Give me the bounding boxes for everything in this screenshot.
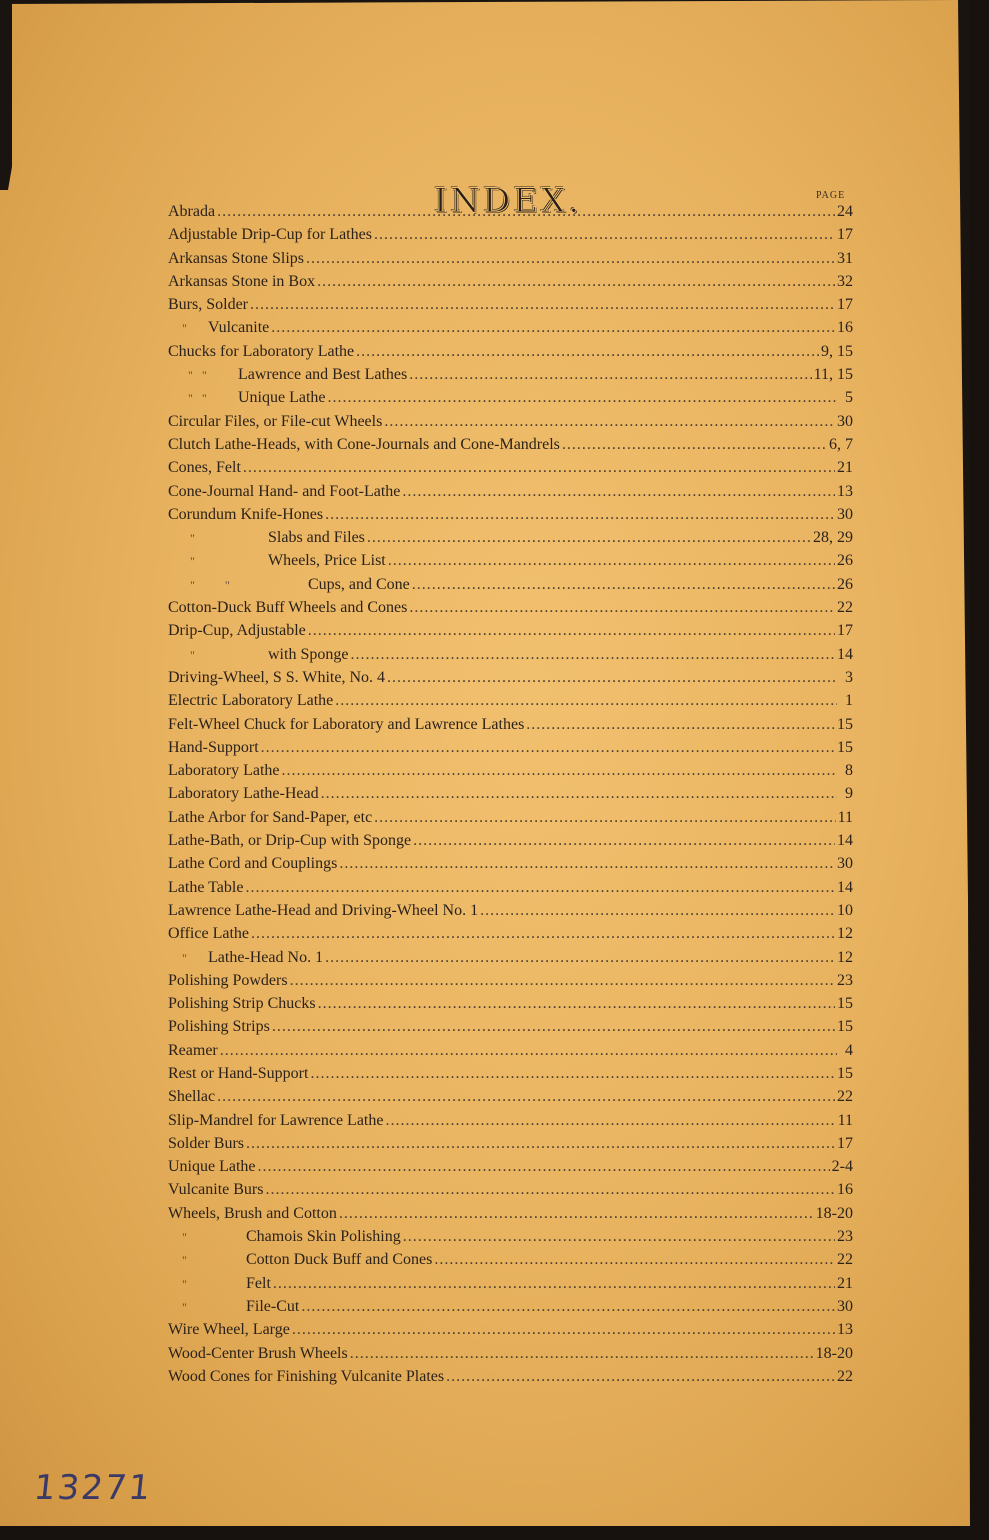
index-entry: [168, 879, 853, 902]
entry-page-number: 18-20: [815, 1344, 853, 1362]
dot-leader: [310, 1065, 835, 1083]
entry-label: Felt-Wheel Chuck for Laboratory and Lawrence Lathes: [168, 715, 525, 733]
index-entry: [168, 785, 853, 808]
entry-label: Wheels, Price List: [268, 552, 386, 570]
dot-leader: [339, 855, 835, 873]
entry-page-number: 22: [837, 599, 853, 617]
entry-label: Unique Lathe: [238, 389, 326, 407]
dot-leader: [292, 1321, 835, 1339]
entry-label: Slip-Mandrel for Lawrence Lathe: [168, 1111, 384, 1129]
entry-label: Office Lathe: [168, 925, 249, 943]
dot-leader: [220, 1042, 837, 1060]
entry-page-number: 30: [837, 855, 853, 873]
index-entry: [168, 459, 853, 482]
index-entry: [168, 599, 853, 622]
entry-page-number: 9, 15: [821, 342, 853, 360]
entry-indent: [168, 576, 308, 594]
index-entry: [168, 1368, 853, 1391]
entry-indent: [168, 529, 268, 547]
index-entry: [168, 1345, 853, 1368]
dot-leader: [385, 1112, 835, 1130]
ditto-mark: ": [190, 531, 195, 546]
index-list: [168, 203, 853, 1391]
index-entry: [168, 1181, 853, 1204]
entry-label: Adjustable Drip-Cup for Lathes: [168, 226, 372, 244]
dot-leader: [301, 1298, 835, 1316]
entry-indent: [168, 1228, 246, 1246]
index-entry: [168, 739, 853, 762]
entry-page-number: 28, 29: [813, 529, 853, 547]
index-entry: [168, 669, 853, 692]
entry-label: Hand-Support: [168, 738, 259, 756]
entry-page-number: 1: [845, 692, 853, 710]
entry-label: Arkansas Stone Slips: [168, 249, 304, 267]
entry-indent: [168, 366, 238, 384]
entry-label: Lathe Cord and Couplings: [168, 855, 338, 873]
ditto-mark: ": [190, 554, 195, 569]
index-entry: [168, 366, 853, 389]
entry-label: Lawrence Lathe-Head and Driving-Wheel No. 1: [168, 901, 479, 919]
entry-page-number: 26: [837, 575, 853, 593]
dot-leader: [335, 692, 837, 710]
index-entry: [168, 1158, 853, 1181]
index-entry: [168, 1298, 853, 1321]
entry-page-number: 22: [837, 1251, 853, 1269]
index-entry: [168, 692, 853, 715]
entry-indent: [168, 552, 268, 570]
page-column-label: PAGE: [816, 190, 846, 201]
dot-leader: [374, 809, 835, 827]
entry-label: Felt: [246, 1274, 271, 1292]
entry-label: Lathe Arbor for Sand-Paper, etc: [168, 808, 373, 826]
entry-page-number: 30: [837, 1297, 853, 1315]
dot-leader: [328, 389, 837, 407]
dot-leader: [271, 319, 835, 337]
index-entry: [168, 646, 853, 669]
entry-page-number: 26: [837, 552, 853, 570]
ditto-mark: " ": [188, 391, 207, 406]
entry-label: Polishing Powders: [168, 971, 288, 989]
index-entry: [168, 319, 853, 342]
index-entry: [168, 389, 853, 412]
entry-page-number: 3: [845, 668, 853, 686]
index-entry: [168, 925, 853, 948]
index-entry: [168, 1251, 853, 1274]
index-entry: [168, 1275, 853, 1298]
entry-page-number: 2-4: [831, 1158, 853, 1176]
entry-indent: [168, 1275, 246, 1293]
dot-leader: [367, 529, 811, 547]
dot-leader: [350, 646, 835, 664]
entry-page-number: 15: [837, 1018, 853, 1036]
ditto-mark: ": [182, 321, 187, 336]
dot-leader: [273, 1275, 835, 1293]
entry-indent: [168, 949, 208, 967]
dot-leader: [325, 949, 835, 967]
entry-page-number: 12: [837, 948, 853, 966]
dot-leader: [402, 483, 835, 501]
entry-page-number: 13: [837, 482, 853, 500]
entry-label: Lawrence and Best Lathes: [238, 366, 408, 384]
entry-page-number: 16: [837, 1181, 853, 1199]
dot-leader: [217, 1088, 835, 1106]
index-entry: [168, 203, 853, 226]
index-entry: [168, 226, 853, 249]
dot-leader: [261, 739, 835, 757]
index-entry: [168, 576, 853, 599]
index-entry: [168, 413, 853, 436]
ditto-mark: ": [182, 1230, 187, 1245]
index-entry: [168, 483, 853, 506]
dot-leader: [384, 413, 835, 431]
entry-label: Cotton Duck Buff and Cones: [246, 1251, 433, 1269]
dot-leader: [251, 925, 835, 943]
dot-leader: [409, 599, 835, 617]
ditto-mark: ": [190, 647, 195, 662]
index-entry: [168, 273, 853, 296]
dot-leader: [446, 1368, 835, 1386]
entry-page-number: 15: [837, 715, 853, 733]
entry-page-number: 12: [837, 925, 853, 943]
entry-page-number: 6, 7: [829, 435, 853, 453]
entry-label: Cups, and Cone: [308, 575, 410, 593]
entry-page-number: 23: [837, 971, 853, 989]
entry-page-number: 32: [837, 272, 853, 290]
index-entry: [168, 296, 853, 319]
entry-label: Chucks for Laboratory Lathe: [168, 342, 355, 360]
entry-label: Polishing Strip Chucks: [168, 995, 316, 1013]
scan-border-bottom: [0, 1526, 989, 1540]
dot-leader: [217, 203, 835, 221]
index-entry: [168, 949, 853, 972]
entry-page-number: 22: [837, 1088, 853, 1106]
entry-page-number: 11: [837, 808, 853, 826]
ditto-mark: ": [182, 950, 187, 965]
dot-leader: [318, 995, 835, 1013]
entry-page-number: 17: [837, 296, 853, 314]
index-entry: [168, 716, 853, 739]
entry-page-number: 16: [837, 319, 853, 337]
entry-label: Shellac: [168, 1088, 216, 1106]
dot-leader: [413, 832, 835, 850]
dot-leader: [387, 669, 837, 687]
entry-label: Clutch Lathe-Heads, with Cone-Journals and Cone-Mandrels: [168, 435, 560, 453]
index-entry: [168, 995, 853, 1018]
index-entry: [168, 1205, 853, 1228]
dot-leader: [282, 762, 838, 780]
dot-leader: [325, 506, 835, 524]
ditto-mark: " ": [188, 368, 207, 383]
index-entry: [168, 1065, 853, 1088]
entry-page-number: 11: [837, 1111, 853, 1129]
entry-page-number: 13: [837, 1321, 853, 1339]
entry-label: Drip-Cup, Adjustable: [168, 622, 306, 640]
dot-leader: [265, 1181, 835, 1199]
entry-page-number: 4: [845, 1041, 853, 1059]
entry-page-number: 22: [837, 1367, 853, 1385]
index-entry: [168, 972, 853, 995]
index-entry: [168, 902, 853, 925]
dot-leader: [374, 226, 835, 244]
entry-label: Wire Wheel, Large: [168, 1321, 290, 1339]
entry-page-number: 21: [837, 1274, 853, 1292]
entry-page-number: 14: [837, 878, 853, 896]
dot-leader: [339, 1205, 814, 1223]
index-entry: [168, 250, 853, 273]
entry-indent: [168, 389, 238, 407]
dot-leader: [403, 1228, 835, 1246]
dot-leader: [350, 1345, 814, 1363]
entry-page-number: 30: [837, 412, 853, 430]
entry-label: Cotton-Duck Buff Wheels and Cones: [168, 599, 408, 617]
index-entry: [168, 552, 853, 575]
entry-label: Lathe-Bath, or Drip-Cup with Sponge: [168, 832, 412, 850]
entry-label: Burs, Solder: [168, 296, 248, 314]
index-entry: [168, 529, 853, 552]
entry-label: Laboratory Lathe: [168, 762, 280, 780]
entry-label: Rest or Hand-Support: [168, 1064, 309, 1082]
index-entry: [168, 436, 853, 459]
dot-leader: [250, 296, 835, 314]
index-entry: [168, 1321, 853, 1344]
handwritten-number: 13271: [31, 1468, 155, 1508]
index-entry: [168, 1042, 853, 1065]
dot-leader: [290, 972, 835, 990]
entry-page-number: 17: [837, 226, 853, 244]
entry-label: Cone-Journal Hand- and Foot-Lathe: [168, 482, 401, 500]
dot-leader: [306, 250, 835, 268]
entry-label: Lathe Table: [168, 878, 244, 896]
entry-label: Corundum Knife-Hones: [168, 505, 324, 523]
entry-indent: [168, 1298, 246, 1316]
index-entry: [168, 832, 853, 855]
index-entry: [168, 343, 853, 366]
entry-label: Electric Laboratory Lathe: [168, 692, 334, 710]
entry-label: Reamer: [168, 1041, 218, 1059]
entry-label: File-Cut: [246, 1297, 300, 1315]
entry-label: Wood-Center Brush Wheels: [168, 1344, 348, 1362]
entry-label: Driving-Wheel, S S. White, No. 4: [168, 668, 386, 686]
index-entry: [168, 1112, 853, 1135]
scan-border-right: [970, 0, 989, 1540]
index-entry: [168, 1135, 853, 1158]
entry-label: Wood Cones for Finishing Vulcanite Plates: [168, 1367, 445, 1385]
dot-leader: [243, 459, 835, 477]
entry-indent: [168, 319, 208, 337]
entry-page-number: 30: [837, 505, 853, 523]
entry-label: Vulcanite: [208, 319, 270, 337]
entry-label: Wheels, Brush and Cotton: [168, 1204, 337, 1222]
entry-label: Cones, Felt: [168, 459, 241, 477]
ditto-mark: ": [182, 1299, 187, 1314]
entry-page-number: 9: [845, 785, 853, 803]
dot-leader: [409, 366, 811, 384]
entry-page-number: 21: [837, 459, 853, 477]
index-entry: [168, 622, 853, 645]
entry-label: Laboratory Lathe-Head: [168, 785, 319, 803]
entry-page-number: 5: [845, 389, 853, 407]
entry-label: Circular Files, or File-cut Wheels: [168, 412, 383, 430]
dot-leader: [526, 716, 835, 734]
entry-page-number: 15: [837, 738, 853, 756]
entry-label: Polishing Strips: [168, 1018, 270, 1036]
entry-page-number: 15: [837, 995, 853, 1013]
entry-page-number: 17: [837, 622, 853, 640]
index-entry: [168, 809, 853, 832]
entry-label: Arkansas Stone in Box: [168, 272, 316, 290]
ditto-mark: ": [182, 1276, 187, 1291]
dot-leader: [258, 1158, 830, 1176]
entry-label: with Sponge: [268, 645, 349, 663]
dot-leader: [356, 343, 819, 361]
entry-label: Vulcanite Burs: [168, 1181, 264, 1199]
entry-page-number: 23: [837, 1228, 853, 1246]
entry-label: Lathe-Head No. 1: [208, 948, 324, 966]
entry-page-number: 11, 15: [813, 366, 853, 384]
entry-page-number: 10: [837, 901, 853, 919]
dot-leader: [434, 1251, 835, 1269]
index-entry: [168, 506, 853, 529]
entry-page-number: 24: [837, 203, 853, 220]
index-entry: [168, 855, 853, 878]
entry-page-number: 15: [837, 1064, 853, 1082]
index-entry: [168, 762, 853, 785]
index-entry: [168, 1228, 853, 1251]
entry-label: Chamois Skin Polishing: [246, 1228, 401, 1246]
entry-label: Abrada: [168, 203, 216, 220]
ditto-mark: ": [182, 1253, 187, 1268]
entry-page-number: 14: [837, 645, 853, 663]
dot-leader: [272, 1018, 835, 1036]
dot-leader: [321, 785, 837, 803]
dot-leader: [317, 273, 835, 291]
entry-label: Solder Burs: [168, 1134, 244, 1152]
entry-label: Unique Lathe: [168, 1158, 256, 1176]
entry-page-number: 14: [837, 832, 853, 850]
index-title: INDEX.: [433, 180, 583, 221]
entry-page-number: 18-20: [815, 1204, 853, 1222]
entry-indent: [168, 1251, 246, 1269]
entry-page-number: 17: [837, 1134, 853, 1152]
dot-leader: [388, 552, 835, 570]
index-entry: [168, 1018, 853, 1041]
dot-leader: [308, 622, 835, 640]
dot-leader: [246, 1135, 835, 1153]
dot-leader: [412, 576, 835, 594]
index-entry: [168, 1088, 853, 1111]
entry-page-number: 8: [845, 762, 853, 780]
entry-label: Slabs and Files: [268, 529, 365, 547]
entry-indent: [168, 646, 268, 664]
dot-leader: [562, 436, 827, 454]
ditto-mark: " ": [190, 577, 230, 592]
dot-leader: [245, 879, 835, 897]
dot-leader: [480, 902, 835, 920]
entry-page-number: 31: [837, 249, 853, 267]
